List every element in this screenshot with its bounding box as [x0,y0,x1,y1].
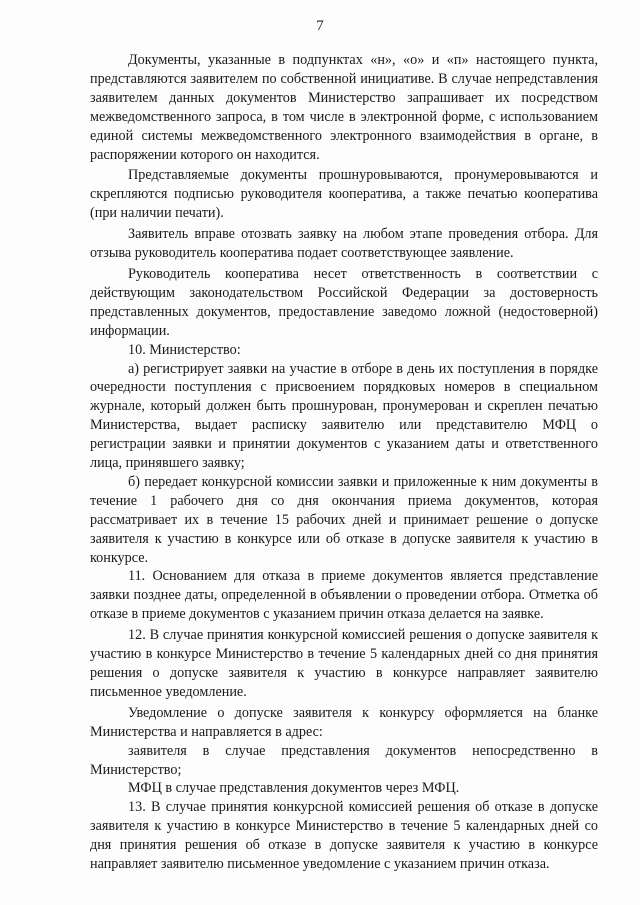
paragraph-address-applicant: заявителя в случае представления документов непосредственно в Министерство; [90,742,598,778]
paragraph-item-10a: а) регистрирует заявки на участие в отборе в день их поступления в порядке очередности поступления с присвоением порядковых номеров в специальном журнале, который должен быть прошнурован, пронумерован и скреплен печатью Министерства, выдает расписку заявителю или представителю МФЦ о регистрации заявки и принятии документов с указанием даты и ответственного лица, принявшего заявку; [90,360,598,472]
paragraph-withdraw-application: Заявитель вправе отозвать заявку на любом этапе проведения отбора. Для отзыва руководитель кооператива подает соответствующее заявление. [90,226,598,262]
paragraph-item-11: 11. Основанием для отказа в приеме документов является представление заявки позднее даты, определенной в объявлении о проведении отбора. Отметка об отказе в приеме документов с указанием причин отказа делается на заявке. [90,568,598,623]
paragraph-responsibility: Руководитель кооператива несет ответственность в соответствии с действующим законодательством Российской Федерации за достоверность представленных документов, предоставление заведомо ложной (недостоверной) информации. [90,265,598,339]
paragraph-item-10-heading: 10. Министерство: [128,341,241,358]
document-body [90,51,598,874]
paragraph-notice-form: Уведомление о допуске заявителя к конкурсу оформляется на бланке Министерства и направляется в адрес: [90,704,598,740]
paragraph-item-12: 12. В случае принятия конкурсной комиссией решения о допуске заявителя к участию в конкурсе Министерство в течение 5 календарных дней со дня принятия решения о допуске заявителя к участию в конкурсе направляет заявителю письменное уведомление. [90,627,598,700]
paragraph-documents-binding: Представляемые документы прошнуровываются, пронумеровываются и скрепляются подписью руководителя кооператива, а также печатью кооператива (при наличии печати). [90,167,598,222]
page-number: 7 [316,18,324,34]
paragraph-address-mfc: МФЦ в случае представления документов через МФЦ. [128,780,460,797]
paragraph-documents-initiative: Документы, указанные в подпунктах «н», «о» и «п» настоящего пункта, представляются заявителем по собственной инициативе. В случае непредставления заявителем данных документов Министерство запрашивает их посредством межведомственного запроса, в том числе в электронной форме, с использованием единой системы межведомственного электронного взаимодействия в органе, в распоряжении которого он находится. [90,52,598,163]
paragraph-item-10b: б) передает конкурсной комиссии заявки и приложенные к ним документы в течение 1 рабочего дня со дня окончания приема документов, которая рассматривает их в течение 15 рабочих дней и принимает решение о допуске заявителя к участию в конкурсе или об отказе в допуске заявителя к участию в конкурсе. [90,473,598,566]
paragraph-item-13: 13. В случае принятия конкурсной комиссией решения об отказе в допуске заявителя к участию в конкурсе Министерство в течение 5 календарных дней со дня принятия решения об отказе в допуске заявителя к участию в конкурсе направляет заявителю письменное уведомление с указанием причин отказа. [90,799,598,873]
